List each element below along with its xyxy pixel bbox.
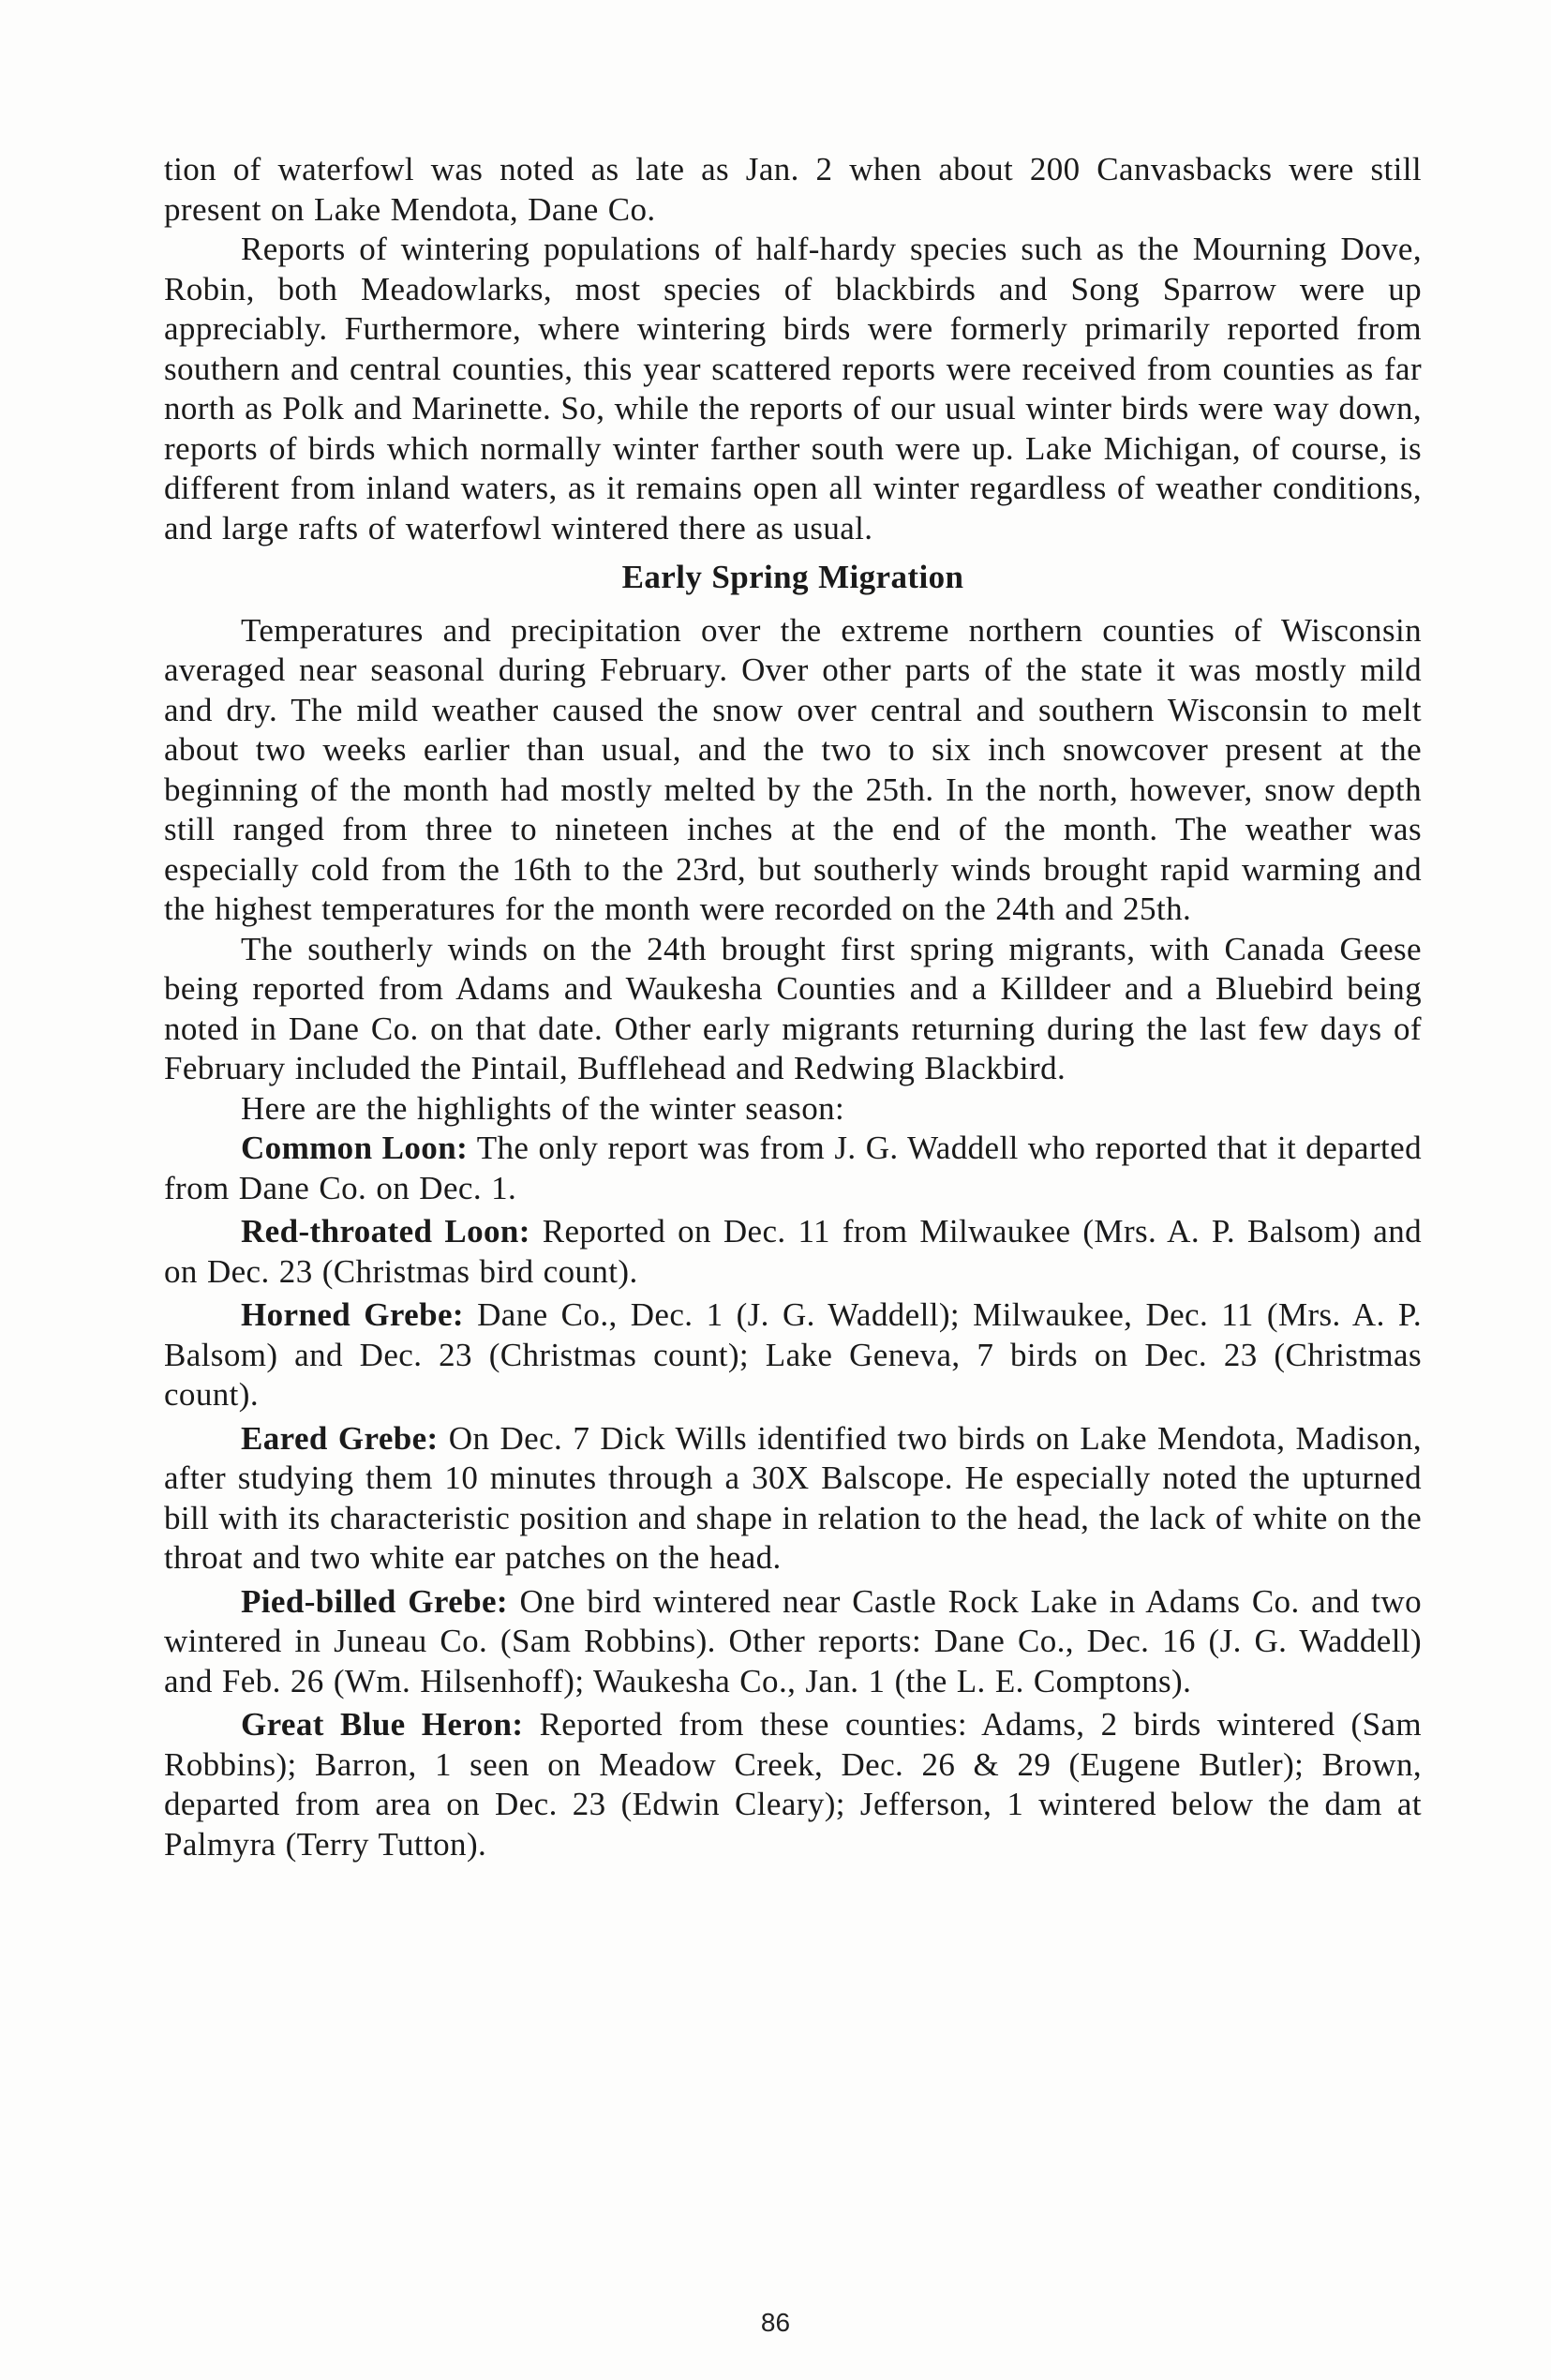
species-entry: [164, 1295, 1422, 1415]
intro-paragraph-continued: tion of waterfowl was noted as late as Jan. 2 when about 200 Canvasbacks were still present on Lake Mendota, Dane Co.: [164, 151, 1422, 228]
species-text: Dane Co., Dec. 1 (J. G. Waddell); Milwaukee, Dec. 11 (Mrs. A. P. Balsom) and Dec. 23 (Christmas count); Lake Geneva, 7 birds on Dec. 23 (Christmas count).: [164, 1296, 1422, 1413]
intro-paragraph-wintering: Reports of wintering populations of half-hardy species such as the Mourning Dove, Robin, both Meadowlarks, most species of blackbirds and Song Sparrow were up appreciably. Furthermore, where wintering birds were formerly primarily reported from southern and central counties, this year scattered reports were received from counties as far north as Polk and Marinette. So, while the reports of our usual winter birds were way down, reports of birds which normally winter farther south were up. Lake Michigan, of course, is different from inland waters, as it remains open all winter regardless of weather conditions, and large rafts of waterfowl wintered there as usual.: [164, 231, 1422, 546]
species-name: Eared Grebe:: [241, 1419, 439, 1457]
species-entry: [164, 1705, 1422, 1864]
species-entry: [164, 1212, 1422, 1292]
page-number: 86: [760, 2308, 791, 2337]
section-heading: Early Spring Migration: [621, 559, 964, 595]
species-name: Great Blue Heron:: [241, 1706, 524, 1743]
species-name: Common Loon:: [241, 1130, 469, 1166]
section-paragraph-migrants: The southerly winds on the 24th brought first spring migrants, with Canada Geese being reported from Adams and Waukesha Counties and a Killdeer and a Bluebird being noted in Dane Co. on that date. Other early migrants returning during the last few days of February included the Pintail, Bufflehead and Redwing Blackbird.: [164, 930, 1422, 1086]
text-column: [164, 150, 1422, 1868]
species-entry: [164, 1129, 1422, 1208]
species-text: On Dec. 7 Dick Wills identified two birds on Lake Mendota, Madison, after studying them 10 minutes through a 30X Balscope. He especially noted the upturned bill with its characteristic position and shape in relation to the head, the lack of white on the throat and two white ear patches on the head.: [164, 1419, 1422, 1576]
species-entry: [164, 1419, 1422, 1579]
species-text: One bird wintered near Castle Rock Lake in Adams Co. and two wintered in Juneau Co. (Sam Robbins). Other reports: Dane Co., Dec. 16 (J. G. Waddell) and Feb. 26 (Wm. Hilsenhoff); Waukesha Co., Jan. 1 (the L. E. Comptons).: [164, 1582, 1422, 1699]
species-entry: [164, 1582, 1422, 1702]
species-text: Reported on Dec. 11 from Milwaukee (Mrs. A. P. Balsom) and on Dec. 23 (Christmas bird count).: [164, 1213, 1422, 1290]
species-name: Horned Grebe:: [241, 1296, 464, 1333]
species-name: Pied-billed Grebe:: [241, 1582, 508, 1620]
section-paragraph-weather: Temperatures and precipitation over the extreme northern counties of Wisconsin averaged near seasonal during February. Over other parts of the state it was mostly mild and dry. The mild weather caused the snow over central and southern Wisconsin to melt about two weeks earlier than usual, and the two to six inch snowcover present at the beginning of the month had mostly melted by the 25th. In the north, however, snow depth still ranged from three to nineteen inches at the end of the month. The weather was especially cold from the 16th to the 23rd, but southerly winds brought rapid warming and the highest temperatures for the month were recorded on the 24th and 25th.: [164, 611, 1422, 927]
section-paragraph-highlights: Here are the highlights of the winter season:: [241, 1089, 845, 1127]
species-name: Red-throated Loon:: [241, 1213, 530, 1250]
species-text: Reported from these counties: Adams, 2 birds wintered (Sam Robbins); Barron, 1 seen on Meadow Creek, Dec. 26 & 29 (Eugene Butler); Brown, departed from area on Dec. 23 (Edwin Cleary); Jefferson, 1 wintered below the dam at Palmyra (Terry Tutton).: [164, 1706, 1423, 1863]
species-text: The only report was from J. G. Waddell who reported that it departed from Dane Co. on Dec. 1.: [164, 1130, 1422, 1206]
